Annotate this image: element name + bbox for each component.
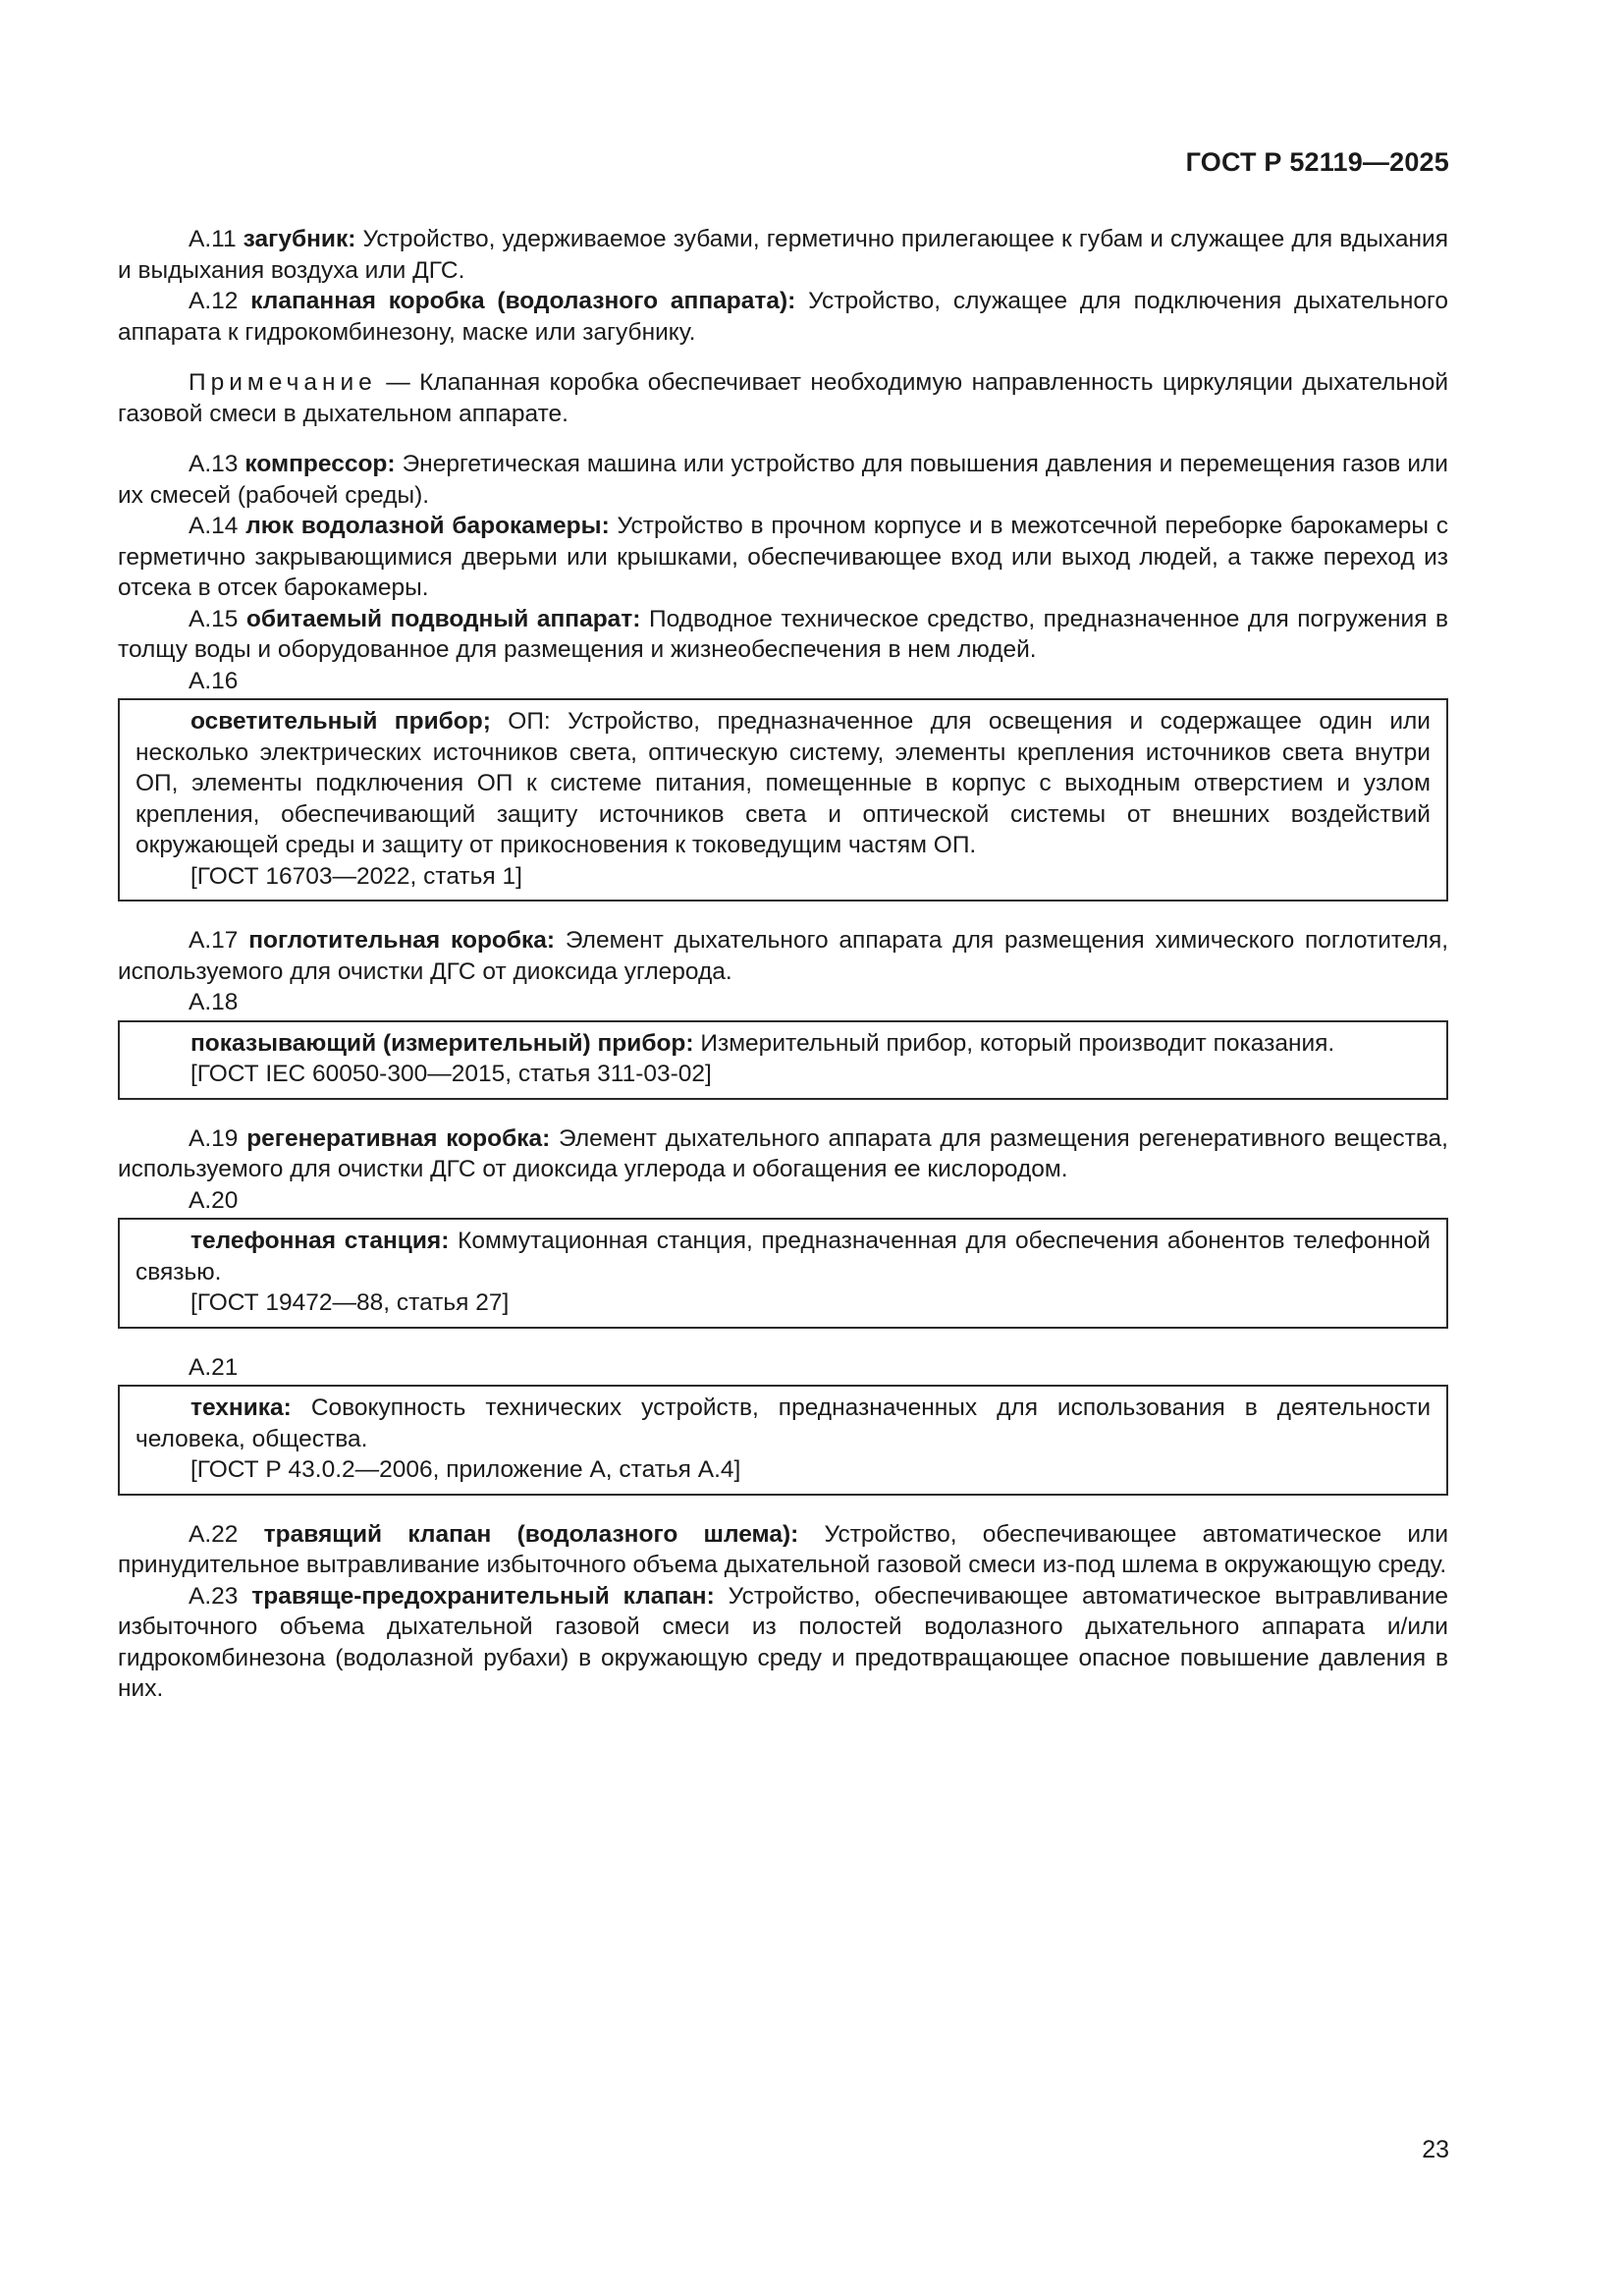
entry-definition: Устройство, удерживаемое зубами, герметично прилегающее к губам и служащее для вдыхания и выдыхания воздуха или ДГС. xyxy=(118,226,1448,284)
entry-a13 xyxy=(118,449,1448,511)
entry-a11 xyxy=(118,224,1448,286)
entry-a21 xyxy=(135,1393,1431,1454)
entry-a20-number: А.20 xyxy=(189,1186,239,1214)
entry-term: люк водолазной барокамеры: xyxy=(245,513,610,539)
entry-number: А.14 xyxy=(189,513,239,539)
entry-definition: ОП: Устройство, предназначенное для освещения и содержащее один или несколько электрических источников света, оптическую систему, элементы крепления источников света внутри ОП, элементы подключения ОП к системе питания, помещенные в корпус с выходным отверстием и узлом крепления, обеспечивающий защиту источников света и оптической системы от внешних воздействий окружающей среды и защиту от прикосновения к токоведущим частям ОП. xyxy=(135,708,1431,858)
entry-definition: Устройство, обеспечивающее автоматическое или принудительное вытравливание избыточного объема дыхательной газовой смеси из-под шлема в окружающую среду. xyxy=(118,1520,1448,1578)
entry-number: А.12 xyxy=(189,288,239,314)
entry-number: А.17 xyxy=(189,927,239,954)
entry-definition: Элемент дыхательного аппарата для размещения регенеративного вещества, используемого для очистки ДГС от диоксида углерода и обогащения ее кислородом. xyxy=(118,1124,1448,1182)
entry-definition: Устройство, служащее для подключения дыхательного аппарата к гидрокомбинезону, маске или загубнику. xyxy=(118,288,1448,346)
page-number: 23 xyxy=(1422,2136,1449,2163)
entry-source: [ГОСТ Р 43.0.2—2006, приложение А, статья А.4] xyxy=(190,1456,741,1483)
entry-term: поглотительная коробка: xyxy=(248,927,556,954)
entry-a20 xyxy=(135,1226,1431,1287)
note-text: — Клапанная коробка обеспечивает необходимую направленность циркуляции дыхательной газовой смеси в дыхательном аппарате. xyxy=(118,369,1449,427)
entry-a15 xyxy=(118,604,1448,666)
entry-a16-number: А.16 xyxy=(189,667,239,694)
entry-term: травящий клапан (водолазного шлема): xyxy=(263,1520,799,1548)
entry-a19 xyxy=(118,1123,1448,1185)
entry-definition: Совокупность технических устройств, предназначенных для использования в деятельности человека, общества. xyxy=(135,1394,1432,1452)
entry-a21-number: А.21 xyxy=(189,1353,239,1381)
entry-a18 xyxy=(135,1028,1431,1060)
note-label: Примечание xyxy=(189,369,377,396)
entry-number: А.22 xyxy=(189,1520,239,1548)
entry-a16-frame xyxy=(118,698,1448,902)
entry-a12 xyxy=(118,286,1448,348)
entry-definition: Устройство в прочном корпусе и в межотсечной переборке барокамеры с герметично закрывающимися дверьми или крышками, обеспечивающее вход или выход людей, а также переход из отсека в отсек барокамеры. xyxy=(118,513,1449,601)
entry-term: компрессор: xyxy=(244,451,396,477)
entry-definition: Энергетическая машина или устройство для повышения давления и перемещения газов или их смесей (рабочей среды). xyxy=(118,451,1448,509)
entry-number: А.23 xyxy=(189,1582,239,1610)
entry-a17 xyxy=(118,925,1448,987)
entry-number: А.13 xyxy=(189,451,239,477)
entry-term: обитаемый подводный аппарат: xyxy=(245,605,641,632)
entry-a21-frame xyxy=(118,1385,1448,1496)
entry-number: А.19 xyxy=(189,1124,239,1152)
entry-a20-frame xyxy=(118,1218,1448,1329)
entry-definition: Устройство, обеспечивающее автоматическое вытравливание избыточного объема дыхательной газовой смеси из полостей водолазного дыхательного аппарата и/или гидрокомбинезона (водолазной рубахи) в окружающую среду и предотвращающее опасное повышение давления в них. xyxy=(118,1582,1449,1702)
entry-a22 xyxy=(118,1519,1448,1581)
entry-source: [ГОСТ IEC 60050-300—2015, статья 311-03-02] xyxy=(190,1061,712,1087)
terms-section xyxy=(118,224,1448,1705)
entry-term: техника: xyxy=(190,1394,292,1421)
entry-definition: Измерительный прибор, который производит показания. xyxy=(700,1029,1335,1057)
entry-definition: Подводное техническое средство, предназначенное для погружения в толщу воды и оборудованное для размещения и жизнеобеспечения в нем людей. xyxy=(118,605,1448,663)
entry-term: клапанная коробка (водолазного аппарата): xyxy=(250,288,796,314)
entry-source: [ГОСТ 16703—2022, статья 1] xyxy=(190,862,522,890)
entry-a18-number: А.18 xyxy=(189,989,239,1015)
entry-term: показывающий (измерительный) прибор: xyxy=(190,1029,694,1057)
entry-term: осветительный прибор; xyxy=(190,708,491,735)
entry-definition: Элемент дыхательного аппарата для размещения химического поглотителя, используемого для очистки ДГС от диоксида углерода. xyxy=(118,927,1449,985)
document-code: ГОСТ Р 52119—2025 xyxy=(1185,147,1449,177)
entry-term: загубник: xyxy=(243,226,356,252)
entry-term: травяще-предохранительный клапан: xyxy=(251,1582,715,1610)
entry-a23 xyxy=(118,1581,1448,1705)
entry-number: А.11 xyxy=(189,226,237,252)
entry-source: [ГОСТ 19472—88, статья 27] xyxy=(190,1289,510,1316)
note xyxy=(118,367,1448,429)
entry-a18-frame xyxy=(118,1020,1448,1100)
entry-a16 xyxy=(135,706,1431,861)
entry-term: регенеративная коробка: xyxy=(246,1124,551,1152)
entry-number: А.15 xyxy=(189,605,239,632)
entry-a14 xyxy=(118,511,1448,604)
entry-definition: Коммутационная станция, предназначенная для обеспечения абонентов телефонной связью. xyxy=(135,1228,1431,1285)
entry-term: телефонная станция: xyxy=(190,1228,450,1254)
